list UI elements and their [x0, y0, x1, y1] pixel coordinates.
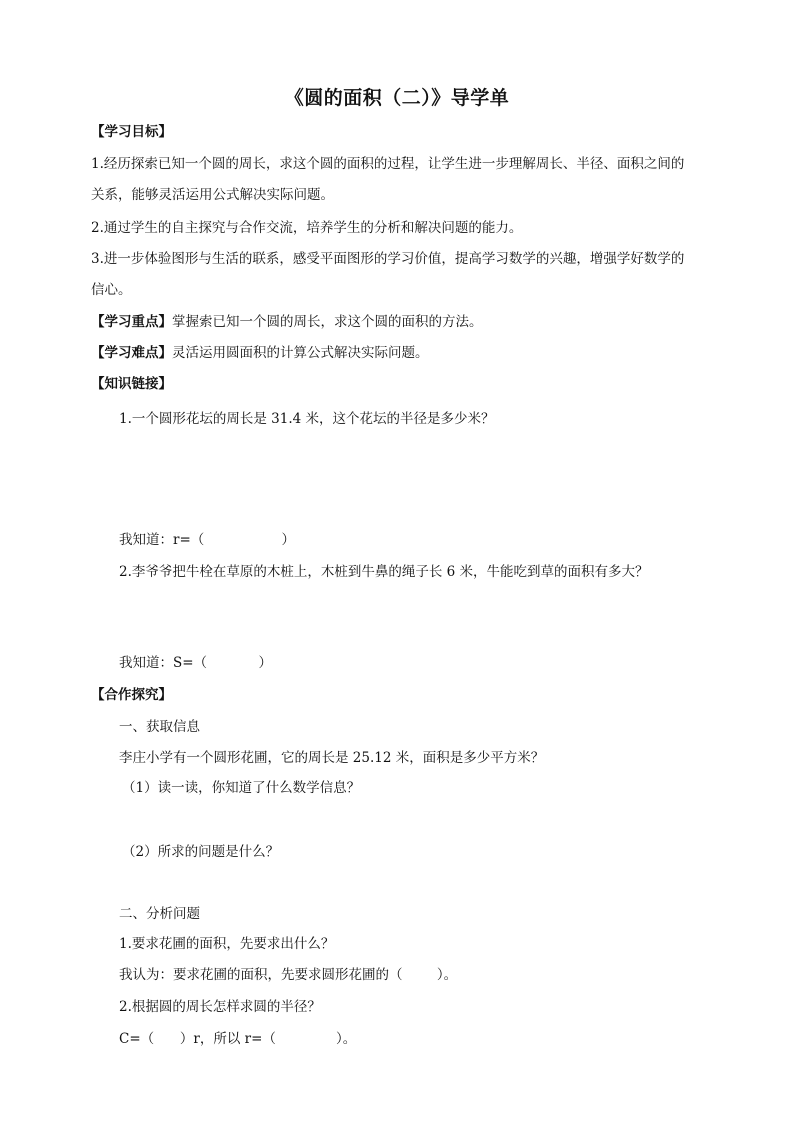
analysis-question-1: 1.要求花圃的面积，先要求出什么？ — [119, 936, 335, 952]
objective-1-line-1: 1.经历探索已知一个圆的周长，求这个圆的面积的过程，让学生进一步理解周长、半径、面积之间的 — [91, 156, 685, 172]
objective-2: 2.通过学生的自主探究与合作交流，培养学生的分析和解决问题的能力。 — [91, 220, 523, 236]
part-1-title: 一、获取信息 — [119, 719, 200, 735]
objectives-heading: 【学习目标】 — [91, 124, 172, 140]
analysis-answer-1: 我认为：要求花圃的面积，先要求圆形花圃的（ ）。 — [119, 967, 458, 983]
sub-question-1: （1）读一读，你知道了什么数学信息？ — [122, 780, 361, 796]
knowledge-link-heading: 【知识链接】 — [91, 376, 172, 392]
key-point-line — [91, 313, 483, 331]
difficulty-heading: 【学习难点】 — [91, 345, 172, 361]
analysis-answer-2: C=（ ）r，所以 r=（ ）。 — [119, 1031, 357, 1047]
knowledge-answer-2: 我知道：S=（ ） — [119, 655, 273, 671]
cooperation-heading: 【合作探究】 — [91, 687, 172, 703]
knowledge-question-1: 1.一个圆形花坛的周长是 31.4 米，这个花坛的半径是多少米？ — [119, 411, 495, 427]
objective-1-line-2: 关系，能够灵活运用公式解决实际问题。 — [91, 187, 334, 203]
objective-3-line-1: 3.进一步体验图形与生活的联系，感受平面图形的学习价值，提高学习数学的兴趣，增强学好数学的 — [91, 251, 685, 267]
key-point-text: 掌握索已知一个圆的周长，求这个圆的面积的方法。 — [172, 314, 483, 330]
key-point-heading: 【学习重点】 — [91, 314, 172, 330]
knowledge-answer-1: 我知道：r=（ ） — [119, 532, 296, 548]
part-2-title: 二、分析问题 — [119, 906, 200, 922]
page-title: 《圆的面积（二）》导学单 — [284, 87, 510, 109]
objective-3-line-2: 信心。 — [91, 282, 132, 298]
knowledge-question-2: 2.李爷爷把牛栓在草原的木桩上，木桩到牛鼻的绳子长 6 米，牛能吃到草的面积有多大？ — [119, 564, 649, 580]
difficulty-line — [91, 344, 429, 362]
sub-question-2: （2）所求的问题是什么？ — [122, 844, 280, 860]
difficulty-text: 灵活运用圆面积的计算公式解决实际问题。 — [172, 345, 429, 361]
problem-statement: 李庄小学有一个圆形花圃，它的周长是 25.12 米，面积是多少平方米？ — [119, 750, 545, 766]
analysis-question-2: 2.根据圆的周长怎样求圆的半径？ — [119, 999, 321, 1015]
